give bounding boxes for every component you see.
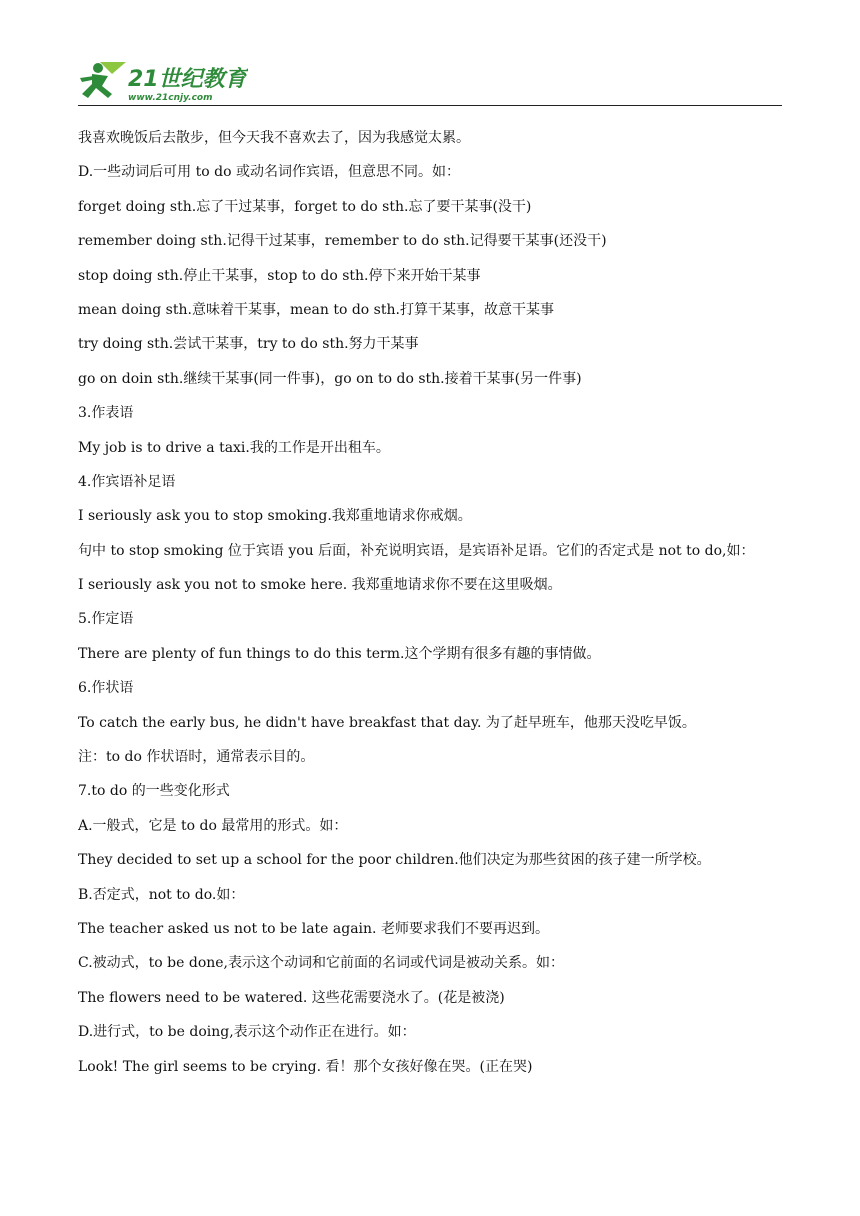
- page-header: [78, 58, 782, 106]
- logo-url-text: www.21cnjy.com: [128, 93, 213, 103]
- text-line: Look! The girl seems to be crying. 看！那个女孩好像在哭。(正在哭): [78, 1058, 533, 1075]
- text-line: go on doin sth.继续干某事(同一件事)，go on to do sth.接着干某事(另一件事): [78, 370, 582, 387]
- text-line: remember doing sth.记得干过某事，remember to do sth.记得要干某事(还没干): [78, 233, 607, 250]
- section-heading: 4.作宾语补足语: [78, 473, 176, 490]
- text-line: A.一般式，它是 to do 最常用的形式。如：: [78, 817, 348, 834]
- text-line: 句中 to stop smoking 位于宾语 you 后面，补充说明宾语，是宾语补足语。它们的否定式是 not to do,如：: [78, 542, 755, 559]
- text-line: B.否定式，not to do.如：: [78, 886, 245, 903]
- text-line: They decided to set up a school for the poor children.他们决定为那些贫困的孩子建一所学校。: [78, 852, 711, 869]
- logo-brand-text: 21世纪教育: [128, 67, 247, 92]
- text-line: There are plenty of fun things to do this term.这个学期有很多有趣的事情做。: [78, 645, 601, 662]
- text-line: I seriously ask you to stop smoking.我郑重地请求你戒烟。: [78, 508, 472, 525]
- section-heading: 7.to do 的一些变化形式: [78, 783, 230, 800]
- document-body: [78, 124, 782, 1087]
- text-line: To catch the early bus, he didn't have breakfast that day. 为了赶早班车，他那天没吃早饭。: [78, 714, 696, 731]
- text-line: mean doing sth.意味着干某事，mean to do sth.打算干某事，故意干某事: [78, 301, 554, 318]
- text-line: C.被动式，to be done,表示这个动词和它前面的名词或代词是被动关系。如：: [78, 955, 565, 972]
- header-divider: [78, 105, 782, 106]
- text-line: The flowers need to be watered. 这些花需要浇水了。(花是被浇): [78, 989, 505, 1006]
- running-figure-icon: [80, 62, 126, 98]
- text-line: The teacher asked us not to be late again. 老师要求我们不要再迟到。: [78, 920, 549, 937]
- text-line: 我喜欢晚饭后去散步，但今天我不喜欢去了，因为我感觉太累。: [78, 130, 470, 146]
- text-line: stop doing sth.停止干某事，stop to do sth.停下来开始干某事: [78, 267, 481, 284]
- text-line: My job is to drive a taxi.我的工作是开出租车。: [78, 439, 390, 456]
- text-line: try doing sth.尝试干某事，try to do sth.努力干某事: [78, 336, 419, 353]
- section-heading: 6.作状语: [78, 680, 134, 697]
- text-line: D.进行式，to be doing,表示这个动作正在进行。如：: [78, 1024, 416, 1041]
- logo: [78, 58, 248, 104]
- section-heading: 3.作表语: [78, 405, 134, 422]
- section-heading: 5.作定语: [78, 611, 134, 628]
- text-line: forget doing sth.忘了干过某事，forget to do sth.忘了要干某事(没干): [78, 198, 532, 215]
- text-line: D.一些动词后可用 to do 或动名词作宾语，但意思不同。如：: [78, 164, 460, 181]
- text-line: 注：to do 作状语时，通常表示目的。: [78, 749, 315, 766]
- text-line: I seriously ask you not to smoke here. 我郑重地请求你不要在这里吸烟。: [78, 577, 562, 594]
